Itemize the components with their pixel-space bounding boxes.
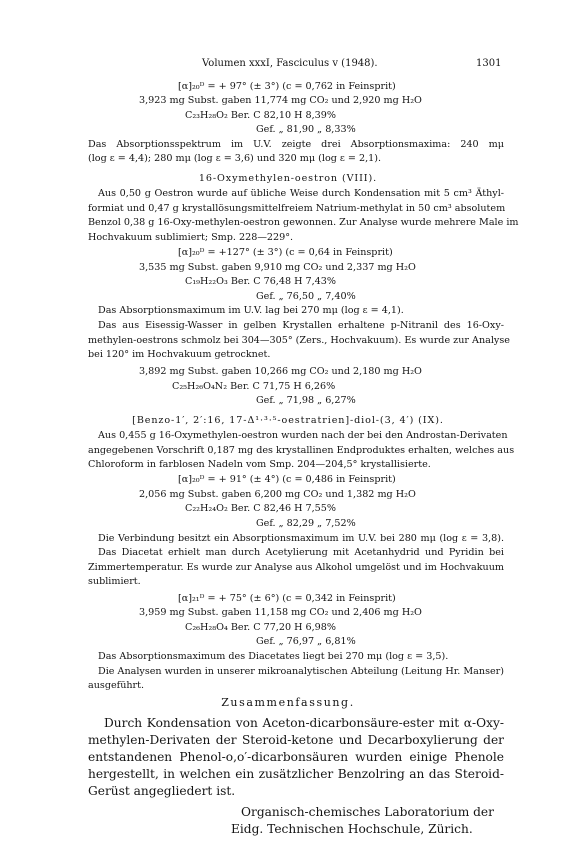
formula-found: Gef. „ 81,90 „ 8,33% xyxy=(256,124,356,135)
combustion-analysis: 3,535 mg Subst. gaben 9,910 mg CO₂ und 2,337 mg H₂O xyxy=(139,262,416,273)
optical-rotation: [α]₂₁ᴰ = + 75° (± 6°) (c = 0,342 in Feinsprit) xyxy=(178,593,396,604)
running-header: Volumen xxxI, Fasciculus v (1948). xyxy=(202,58,378,69)
body-line: Benzol 0,38 g 16-Oxy-methylen-oestron gewonnen. Zur Analyse wurde mehrere Male im xyxy=(88,217,519,228)
formula-found: Gef. „ 76,50 „ 7,40% xyxy=(256,291,356,302)
formula-found: Gef. „ 76,97 „ 6,81% xyxy=(256,636,356,647)
body-line: Die Verbindung besitzt ein Absorptionsmaximum im U.V. bei 280 mμ (log ε = 3,8). xyxy=(98,533,504,544)
body-line: Chloroform in farblosen Nadeln vom Smp. 204—204,5° krystallisierte. xyxy=(88,459,431,470)
optical-rotation: [α]₂₀ᴰ = + 97° (± 3°) (c = 0,762 in Feinsprit) xyxy=(178,81,396,92)
summary-line: entstandenen Phenol-o,o′-dicarbonsäuren wurden einige Phenole xyxy=(88,750,504,764)
formula-calculated: C₂₂H₂₄O₂ Ber. C 82,46 H 7,55% xyxy=(185,503,337,514)
section-heading: [Benzo-1′, 2′:16, 17-Δ¹·³·⁵-oestratrien]-diol-(3, 4′) (IX). xyxy=(132,415,444,426)
summary-line: Durch Kondensation von Aceton-dicarbonsäure-ester mit α-Oxy- xyxy=(104,716,504,730)
formula-calculated: C₂₅H₂₆O₄N₂ Ber. C 71,75 H 6,26% xyxy=(172,381,336,392)
body-line: methylen-oestrons schmolz bei 304—305° (Zers., Hochvakuum). Es wurde zur Analyse xyxy=(88,335,510,346)
affiliation-line: Eidg. Technischen Hochschule, Zürich. xyxy=(231,822,473,836)
body-line: Das Absorptionsspektrum im U.V. zeigte drei Absorptionsmaxima: 240 mμ xyxy=(88,139,504,150)
body-line: Aus 0,50 g Oestron wurde auf übliche Weise durch Kondensation mit 5 cm³ Äthyl- xyxy=(98,188,504,199)
formula-calculated: C₂₆H₂₈O₄ Ber. C 77,20 H 6,98% xyxy=(185,622,337,633)
body-line: Aus 0,455 g 16-Oxymethylen-oestron wurden nach der bei den Androstan-Derivaten xyxy=(98,430,508,441)
page-number: 1301 xyxy=(476,58,502,69)
body-line: Das Diacetat erhielt man durch Acetylierung mit Acetanhydrid und Pyridin bei xyxy=(98,547,504,558)
body-line: (log ε = 4,4); 280 mμ (log ε = 3,6) und 320 mμ (log ε = 2,1). xyxy=(88,153,382,164)
combustion-analysis: 3,923 mg Subst. gaben 11,774 mg CO₂ und 2,920 mg H₂O xyxy=(139,95,422,106)
body-line: Die Analysen wurden in unserer mikroanalytischen Abteilung (Leitung Hr. Manser) xyxy=(98,666,504,677)
formula-calculated: C₂₃H₂₈O₂ Ber. C 82,10 H 8,39% xyxy=(185,110,337,121)
summary-line: Gerüst angegliedert ist. xyxy=(88,784,236,798)
body-line: Das aus Eisessig-Wasser in gelben Krystallen erhaltene p-Nitranil des 16-Oxy- xyxy=(98,320,504,331)
optical-rotation: [α]₂₀ᴰ = +127° (± 3°) (c = 0,64 in Feinsprit) xyxy=(178,247,393,258)
body-line: sublimiert. xyxy=(88,576,141,587)
body-line: Das Absorptionsmaximum im U.V. lag bei 270 mμ (log ε = 4,1). xyxy=(98,305,404,316)
formula-found: Gef. „ 82,29 „ 7,52% xyxy=(256,518,356,529)
summary-line: methylen-Derivaten der Steroid-ketone und Decarboxylierung der xyxy=(88,733,504,747)
combustion-analysis: 2,056 mg Subst. gaben 6,200 mg CO₂ und 1,382 mg H₂O xyxy=(139,489,416,500)
summary-line: hergestellt, in welchen ein zusätzlicher Benzolring an das Steroid- xyxy=(88,767,504,781)
formula-found: Gef. „ 71,98 „ 6,27% xyxy=(256,395,356,406)
summary-heading: Zusammenfassung. xyxy=(221,696,355,709)
body-line: formiat und 0,47 g krystallösungsmittelfreiem Natrium-methylat in 50 cm³ absolutem xyxy=(88,203,506,214)
body-line: ausgeführt. xyxy=(88,680,145,691)
section-heading: 16-Oxymethylen-oestron (VIII). xyxy=(198,173,378,184)
body-line: angegebenen Vorschrift 0,187 mg des krystallinen Endproduktes erhalten, welches aus xyxy=(88,445,515,456)
body-line: bei 120° im Hochvakuum getrocknet. xyxy=(88,349,271,360)
formula-calculated: C₁₉H₂₂O₃ Ber. C 76,48 H 7,43% xyxy=(185,276,337,287)
affiliation-line: Organisch-chemisches Laboratorium der xyxy=(241,805,494,819)
combustion-analysis: 3,959 mg Subst. gaben 11,158 mg CO₂ und 2,406 mg H₂O xyxy=(139,607,422,618)
combustion-analysis: 3,892 mg Subst. gaben 10,266 mg CO₂ und 2,180 mg H₂O xyxy=(139,366,422,377)
body-line: Hochvakuum sublimiert; Smp. 228—229°. xyxy=(88,232,294,243)
optical-rotation: [α]₂₀ᴰ = + 91° (± 4°) (c = 0,486 in Feinsprit) xyxy=(178,474,396,485)
body-line: Das Absorptionsmaximum des Diacetates liegt bei 270 mμ (log ε = 3,5). xyxy=(98,651,449,662)
body-line: Zimmertemperatur. Es wurde zur Analyse aus Alkohol umgelöst und im Hochvakuum xyxy=(88,562,504,573)
